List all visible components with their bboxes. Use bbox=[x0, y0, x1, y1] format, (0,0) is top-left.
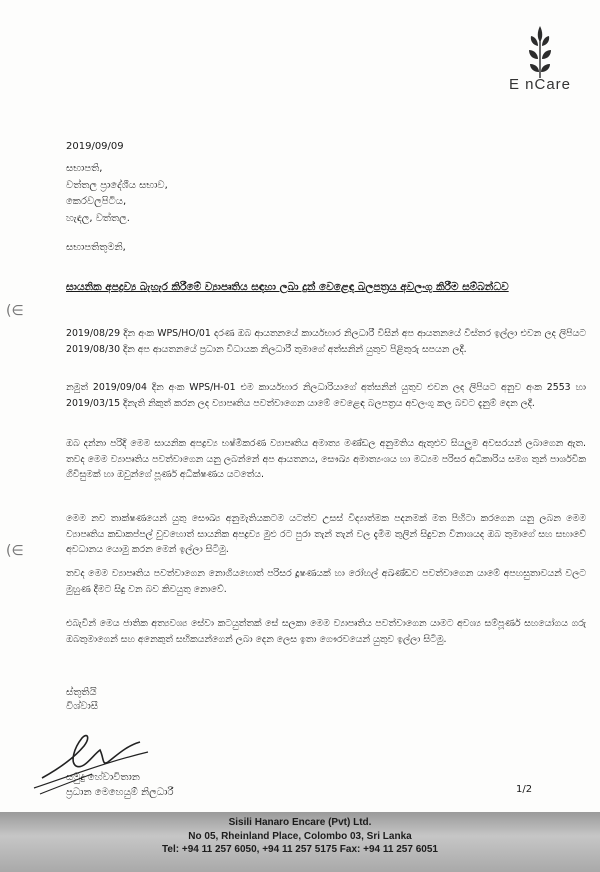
body-paragraph: නමුත් 2019/09/04 දින අංක WPS/H-01 එම කාර්යභාර නිලධාරියාගේ අත්සනින් යුතුව එවන ලද ලිපියට අනුව අංක 2553 හා 2019/03/15 දිනැති නිකුත් කරන ලද ව්‍යාපෘතිය පවත්වාගෙන යාමේ වෙළෙඳ බලපත්‍රය අවලංගු කල බවට දැනුම් දෙන ලදී. bbox=[66, 382, 586, 409]
closing-block bbox=[66, 686, 98, 714]
footer-band bbox=[0, 812, 600, 872]
scan-mark: (∈ bbox=[6, 303, 24, 319]
address-line: හැඳල, වත්තල. bbox=[66, 212, 130, 224]
scan-mark: (∈ bbox=[6, 543, 24, 559]
address-line: වත්තල ප්‍රාදේශීය සභාව, bbox=[66, 179, 168, 191]
body-paragraph: ඔබ දන්නා පරිදි මෙම සායනික අපද්‍රව්‍ය භෂ්මීකරණ ව්‍යාපෘතිය අමාත්‍ය මණ්ඩල අනුමතිය ඇතුළුව සියලුම අවසරයන් ලබාගෙන ඇත. තවද මෙම ව්‍යාපෘතිය පවත්වාගෙන යනු ලබන්නේ අප ආයතනය, සෞඛ්‍ය අමාත්‍යංශය හා මධ්‍යම පරිසර අධිකාරිය සමග තුන් පාර්ශවික ගිවිසුමක් හා ඔවුන්ගේ පූර්ණ අධීක්ෂණය යටතේය. bbox=[66, 438, 586, 480]
footer-address: No 05, Rheinland Place, Colombo 03, Sri Lanka bbox=[188, 830, 412, 842]
salutation: සභාපතිතුමනි, bbox=[66, 242, 126, 253]
body-paragraph: එබැවින් මෙය ජාතික අත්‍යවශ්‍ය සේවා කටයුත්තක් සේ සලකා මෙම ව්‍යාපෘතිය පවත්වාගෙන යාමට අවශ්‍ය සම්පූර්ණ සහයෝගය ගරු ඔබතුමාගෙන් සහ අනෙකුත් සභිකයන්ගෙන් ලබා දෙන ලෙස ඉතා ගෞරවයෙන් යුතුව ඉල්ලා සිටිමු. bbox=[66, 618, 586, 645]
address-line: කෙරවලපිටිය, bbox=[66, 196, 127, 207]
closing-faithfully: විශ්වාසී bbox=[66, 701, 99, 712]
footer-contact: Tel: +94 11 257 6050, +94 11 257 5175 Fax: +94 11 257 6051 bbox=[162, 844, 438, 855]
page-number: 1/2 bbox=[516, 784, 533, 795]
address-line: සභාපති, bbox=[66, 163, 103, 174]
letter-date: 2019/09/09 bbox=[66, 141, 124, 152]
letter-subject: සායනික අපද්‍රව්‍ය බැහැර කිරීමේ ව්‍යාපෘතිය සඳහා ලබා දුන් වෙළෙඳ බලපත්‍රය අවලංගු කිරීම සම්බන්ධව bbox=[66, 281, 509, 293]
body-paragraph: තවද මෙම ව්‍යාපෘතිය පවත්වාගෙන නොගියහොත් පරිසර දූෂණයක් හා රෝහල් අඛණ්ඩව පවත්වාගෙන යාමේ අපහසුතාවයන් වලට මුහුණ දීමට සිදු වන බව කිවයුතු නොවේ. bbox=[66, 568, 586, 595]
signer-name: සමුදු හේවාවිතාන bbox=[66, 772, 140, 783]
body-paragraph: 2019/08/29 දින අංක WPS/HO/01 දරණ ඔබ ආයතනයේ කාර්යභාර නිලධාරී විසින් අප ආයතනයේ විස්තර ඉල්ලා එවන ලද ලිපියට 2019/08/30 දින අප ආයතනයේ ප්‍රධාන විධායක නිලධාරී තුමාගේ අත්සනින් යුතුව පිළිතුරු සපයන ලදී. bbox=[66, 328, 586, 355]
recipient-address bbox=[66, 161, 168, 227]
logo-wordmark: E nCare bbox=[508, 76, 572, 93]
closing-thanks: ස්තුතියි bbox=[66, 687, 97, 698]
body-paragraph: මෙම නව තාක්ෂණයෙන් යුතු සෞඛ්‍ය අනුමැතියකටම යටත්ව උසස් විද්‍යාත්මක පදනමක් මත පිහිටා කරගෙන යනු ලබන මෙම ව්‍යාපෘතිය කඩාකප්පල් වුවහොත් සායනික අපද්‍රව්‍ය මුළු රට පුරා තැන් තැන් වල දැමීම තුලින් සිදුවන විනාශයද ඔබ තුමාගේ සහ සභාවේ අවධානය යොමු කරන මෙන් ඉල්ලා සිටිමු. bbox=[66, 513, 586, 555]
signer-block bbox=[66, 770, 174, 800]
footer-text bbox=[0, 816, 600, 857]
signer-title: ප්‍රධාන මෙහෙයුම් නිලධාරී bbox=[66, 787, 174, 798]
footer-company: Sisili Hanaro Encare (Pvt) Ltd. bbox=[228, 817, 372, 828]
